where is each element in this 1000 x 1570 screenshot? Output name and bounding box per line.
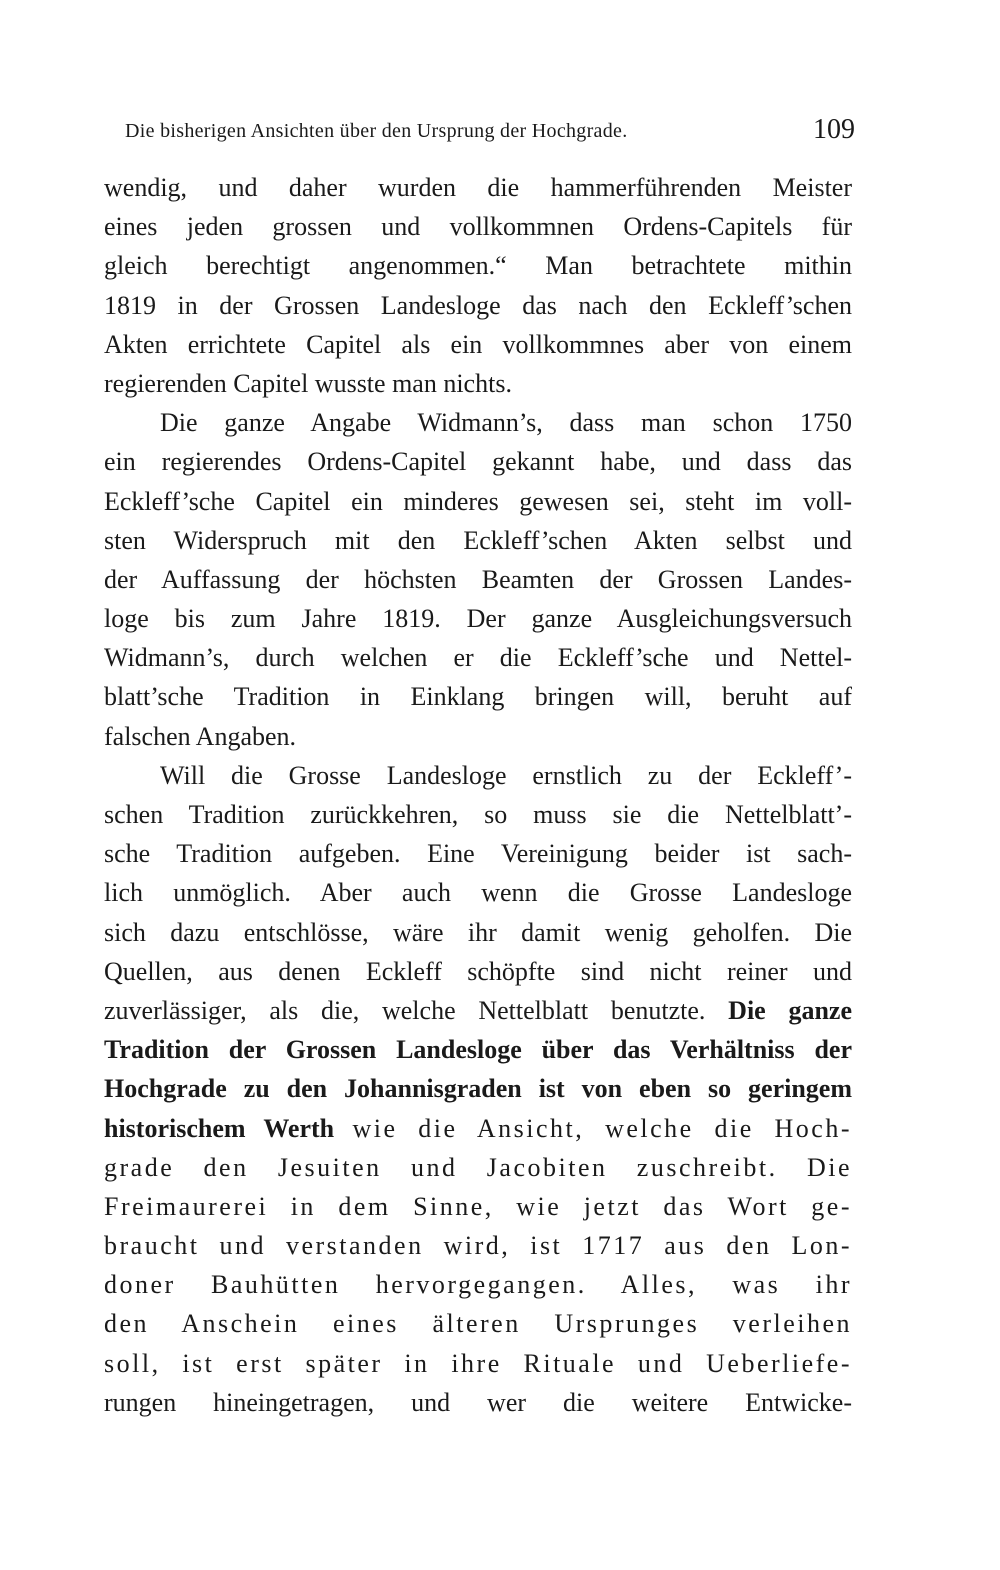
spaced-text-line: soll, ist erst später in ihre Rituale und Ueberliefe- bbox=[104, 1348, 852, 1378]
text-line: eines jeden grossen und vollkommnen Ordens-Capitels für bbox=[104, 212, 852, 242]
text-line: Quellen, aus denen Eckleff schöpfte sind nicht reiner und bbox=[104, 956, 852, 986]
spaced-text-line: den Anschein eines älteren Ursprunges verleihen bbox=[104, 1309, 852, 1339]
bold-text-segment: historischem Werth bbox=[104, 1113, 335, 1143]
page-number: 109 bbox=[813, 114, 855, 145]
text-line: blatt’sche Tradition in Einklang bringen will, beruht auf bbox=[104, 682, 852, 712]
running-head: Die bisherigen Ansichten über den Ursprung der Hochgrade. bbox=[125, 120, 628, 142]
text-line: lich unmöglich. Aber auch wenn die Grosse Landesloge bbox=[104, 878, 852, 908]
text-line: schen Tradition zurückkehren, so muss sie die Nettelblatt’- bbox=[104, 800, 852, 829]
text-line: sich dazu entschlösse, wäre ihr damit wenig geholfen. Die bbox=[104, 917, 852, 947]
bold-text-segment: Die ganze bbox=[728, 995, 852, 1025]
text-line: loge bis zum Jahre 1819. Der ganze Ausgleichungsversuch bbox=[104, 604, 852, 634]
text-line: sche Tradition aufgeben. Eine Vereinigung beider ist sach- bbox=[104, 839, 852, 869]
text-line: falschen Angaben. bbox=[104, 721, 297, 751]
spaced-text-line: grade den Jesuiten und Jacobiten zuschreibt. Die bbox=[104, 1152, 852, 1182]
text-line: 1819 in der Grossen Landesloge das nach den Eckleff’schen bbox=[104, 290, 852, 320]
text-line: wendig, und daher wurden die hammerführenden Meister bbox=[104, 173, 852, 202]
spaced-text-segment: wie die Ansicht, welche die Hoch- bbox=[352, 1113, 852, 1143]
text-line: rungen hineingetragen, und wer die weitere Entwicke- bbox=[104, 1387, 852, 1417]
spaced-text-line: braucht und verstanden wird, ist 1717 aus den Lon- bbox=[104, 1231, 852, 1261]
text-segment: zuverlässiger, als die, welche Nettelblatt benutzte. bbox=[104, 995, 706, 1025]
text-line: Eckleff’sche Capitel ein minderes gewesen sei, steht im voll- bbox=[104, 486, 852, 516]
spaced-text-line: Freimaurerei in dem Sinne, wie jetzt das Wort ge- bbox=[104, 1191, 852, 1221]
text-line: der Auffassung der höchsten Beamten der Grossen Landes- bbox=[104, 564, 852, 594]
text-line: Widmann’s, durch welchen er die Eckleff’sche und Nettel- bbox=[104, 643, 852, 673]
bold-text-line: Tradition der Grossen Landesloge über das Verhältniss der bbox=[104, 1035, 852, 1065]
page-header bbox=[125, 114, 855, 148]
text-line bbox=[104, 991, 852, 1030]
text-line: gleich berechtigt angenommen.“ Man betrachtete mithin bbox=[104, 251, 852, 281]
text-line bbox=[104, 1109, 852, 1148]
text-line: sten Widerspruch mit den Eckleff’schen Akten selbst und bbox=[104, 525, 852, 555]
spaced-text-line: doner Bauhütten hervorgegangen. Alles, was ihr bbox=[104, 1270, 852, 1300]
paragraph-first-line: Die ganze Angabe Widmann’s, dass man schon 1750 bbox=[160, 408, 852, 438]
paragraph-first-line: Will die Grosse Landesloge ernstlich zu der Eckleff’- bbox=[160, 760, 852, 790]
body-text bbox=[104, 168, 852, 1422]
text-line: Akten errichtete Capitel als ein vollkommnes aber von einem bbox=[104, 329, 852, 359]
text-line: regierenden Capitel wusste man nichts. bbox=[104, 368, 512, 398]
bold-text-line: Hochgrade zu den Johannisgraden ist von eben so geringem bbox=[104, 1074, 852, 1104]
text-line: ein regierendes Ordens-Capitel gekannt habe, und dass das bbox=[104, 447, 852, 477]
